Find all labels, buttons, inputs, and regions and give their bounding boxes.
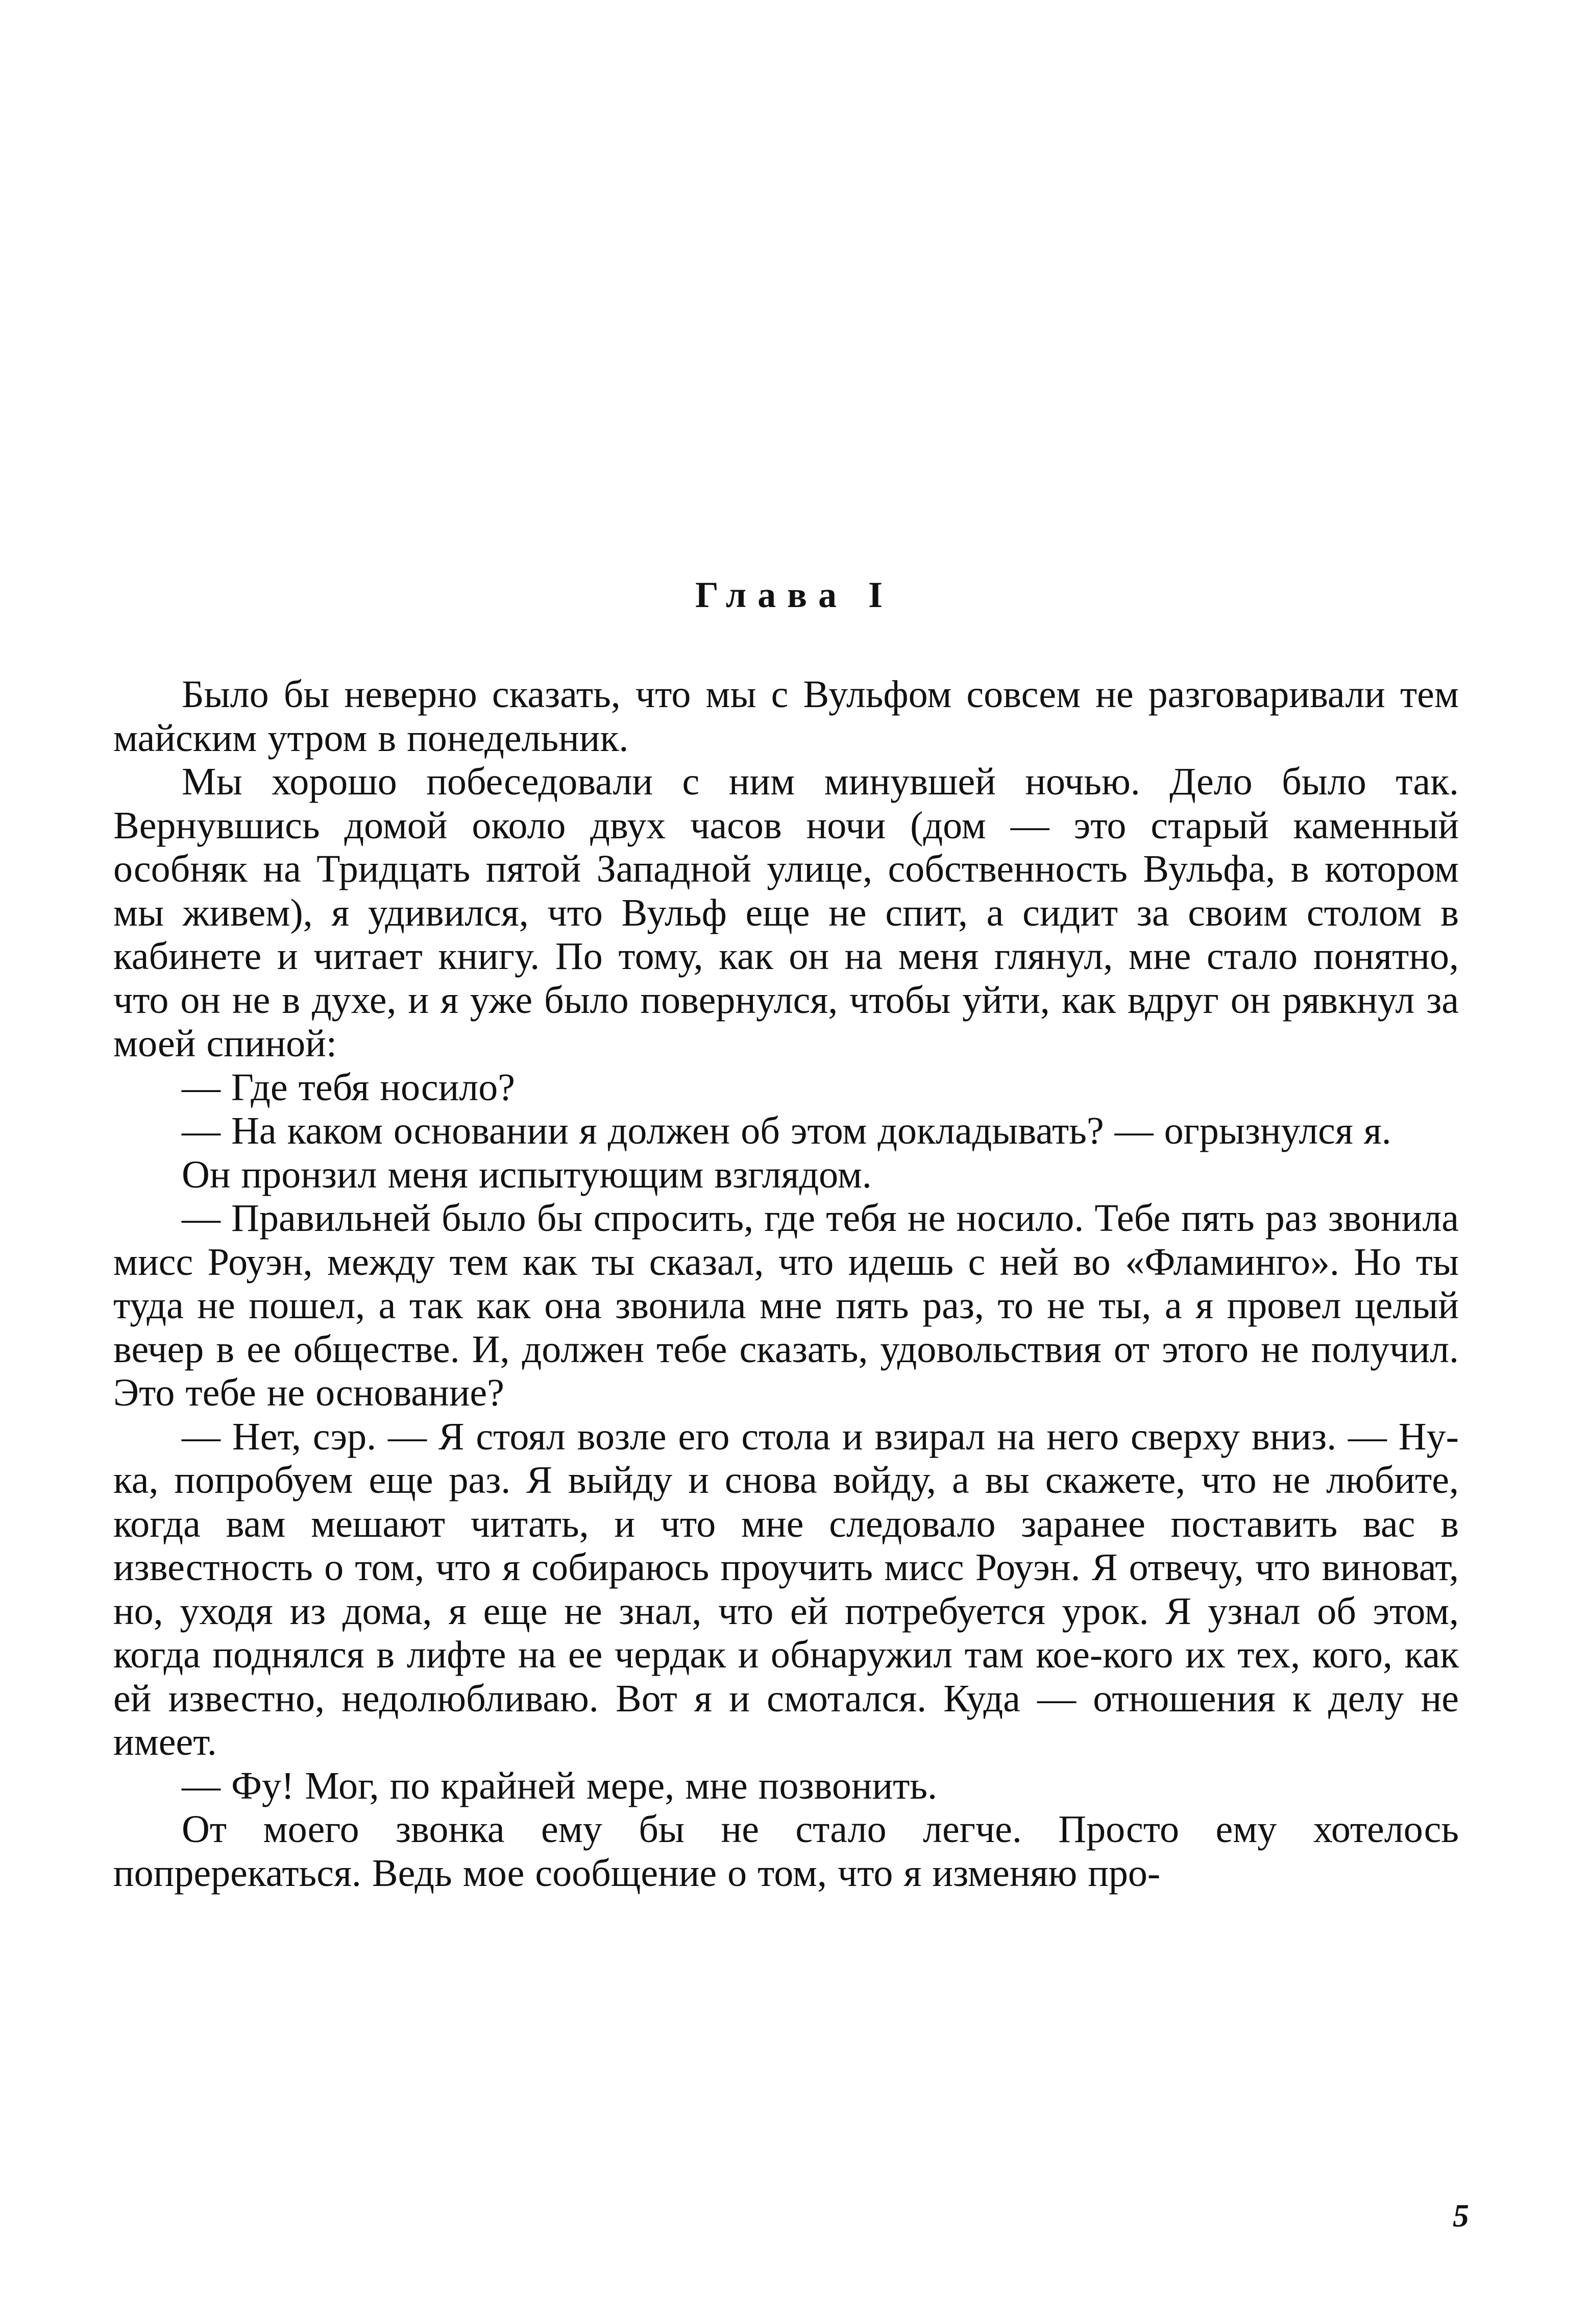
chapter-body bbox=[113, 673, 1459, 1895]
chapter-title: Глава I bbox=[695, 574, 894, 615]
dialogue-line: — Где тебя носило? bbox=[182, 1066, 515, 1109]
paragraph: Мы хорошо побеседовали с ним минувшей ночью. Дело было так. Вернувшись домой около двух часов ночи (дом — это старый каменный особняк на Тридцать пятой Западной улице, собственность Вульфа, в котором мы живем), я удивился, что Вульф еще не спит, а сидит за своим столом в кабинете и читает книгу. По тому, как он на меня глянул, мне стало понятно, что он не в духе, и я уже было повернулся, чтобы уйти, как вдруг он рявкнул за моей спиной: bbox=[113, 760, 1459, 1065]
page-number: 5 bbox=[1453, 2197, 1469, 2234]
paragraph: Он пронзил меня испытующим взглядом. bbox=[182, 1153, 872, 1196]
paragraph: От моего звонка ему бы не стало легче. Просто ему хотелось попререкаться. Ведь мое сообщение о том, что я изменяю про- bbox=[113, 1808, 1459, 1895]
paragraph: Было бы неверно сказать, что мы с Вульфом совсем не разговаривали тем майским утром в понедельник. bbox=[113, 673, 1459, 760]
dialogue-line: — Правильней было бы спросить, где тебя не носило. Тебе пять раз звонила мисс Роуэн, между тем как ты сказал, что идешь с ней во «Фламинго». Но ты туда не пошел, а так как она звонила мне пять раз, то не ты, а я провел целый вечер в ее обществе. И, должен тебе сказать, удовольствия от этого не получил. Это тебе не основание? bbox=[113, 1197, 1459, 1414]
dialogue-line: — На каком основании я должен об этом докладывать? — огрызнулся я. bbox=[182, 1109, 1391, 1152]
dialogue-line: — Фу! Мог, по крайней мере, мне позвонить. bbox=[182, 1764, 938, 1807]
dialogue-line: — Нет, сэр. — Я стоял возле его стола и взирал на него сверху вниз. — Ну-ка, попробуем еще раз. Я выйду и снова войду, а вы скажете, что не любите, когда вам мешают читать, и что мне следовало заранее поставить вас в известность о том, что я собираюсь проучить мисс Роуэн. Я отвечу, что виноват, но, уходя из дома, я еще не знал, что ей потребуется урок. Я узнал об этом, когда поднялся в лифте на ее чердак и обнаружил там кое-кого их тех, кого, как ей известно, недолюбливаю. Вот я и смотался. Куда — отношения к делу не имеет. bbox=[113, 1415, 1459, 1763]
